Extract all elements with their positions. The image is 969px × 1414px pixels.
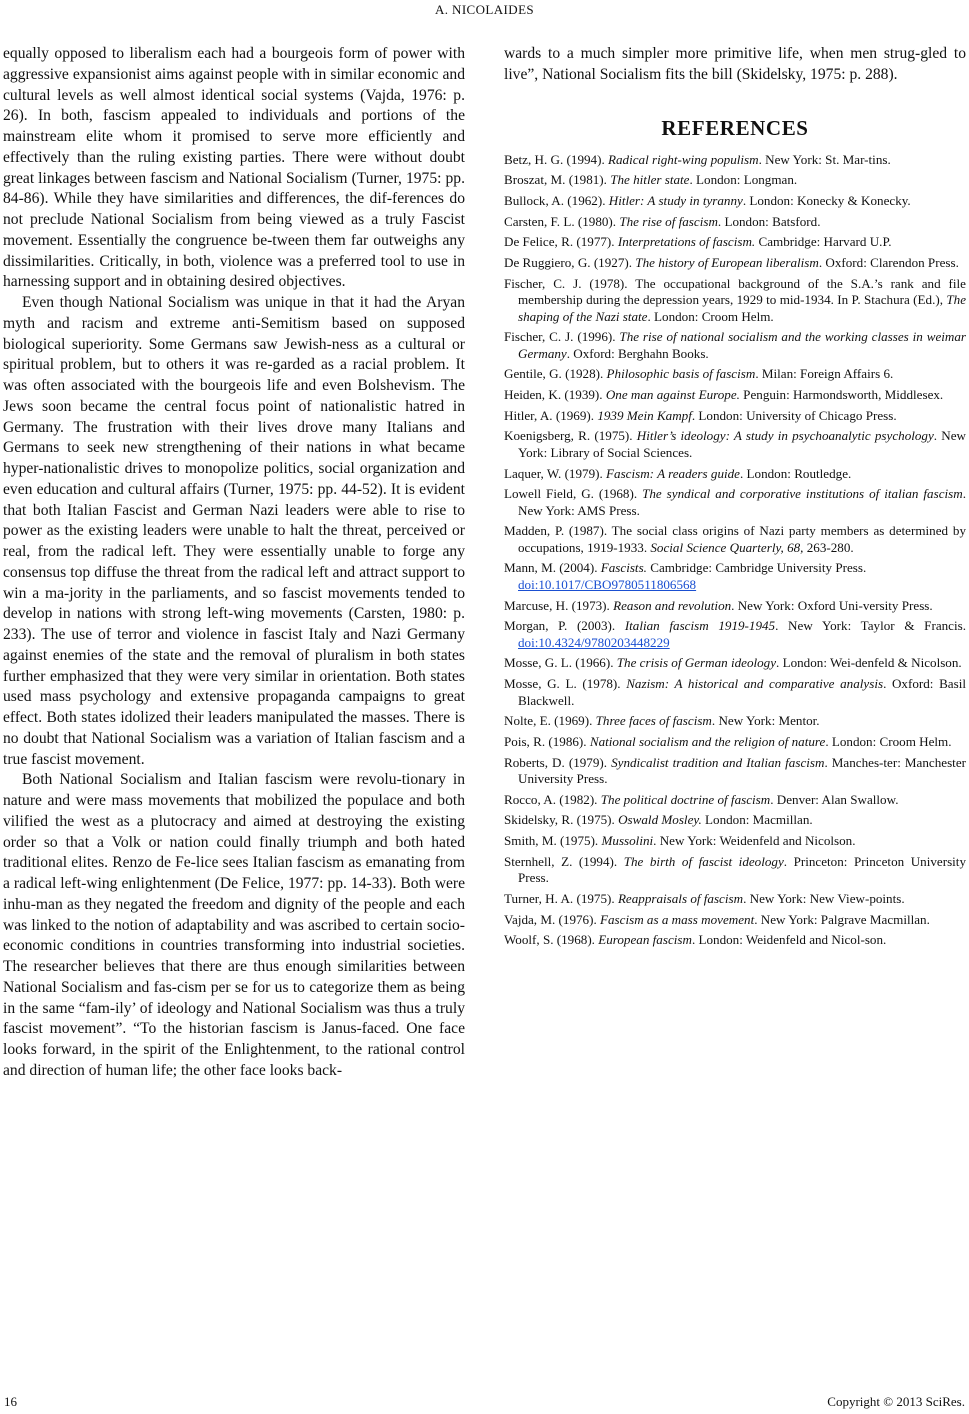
reference-item	[504, 755, 966, 788]
reference-title: Reappraisals of fascism	[617, 890, 744, 906]
reference-title: Italian fascism 1919-1945	[624, 618, 776, 634]
reference-publisher: . New York: Taylor & Francis.	[775, 618, 966, 634]
reference-item	[504, 387, 966, 403]
reference-publisher: . Milan: Foreign Affairs 6.	[755, 366, 894, 382]
reference-title: Philosophic basis of fascism	[606, 366, 756, 382]
reference-item	[504, 676, 966, 709]
reference-title: Three faces of fascism	[595, 713, 712, 729]
reference-authors-date: Sternhell, Z. (1994).	[504, 853, 624, 869]
reference-publisher: . New York: New View-points.	[743, 890, 905, 906]
reference-title: The shaping of the Nazi state	[518, 292, 966, 324]
reference-title: Social Science Quarterly, 68,	[650, 539, 804, 555]
reference-publisher: . Oxford: Clarendon Press.	[818, 255, 959, 271]
reference-title: Mussolini	[601, 833, 654, 849]
reference-title: Hitler: A study in tyranny	[608, 192, 743, 208]
reference-publisher: . London: Longman.	[689, 172, 798, 188]
reference-item	[504, 366, 966, 382]
reference-title: One man against Europe.	[605, 387, 740, 403]
reference-publisher: . London: Batsford.	[717, 213, 821, 229]
reference-authors-date: De Ruggiero, G. (1927).	[504, 255, 636, 271]
right-column	[504, 44, 966, 953]
reference-title: National socialism and the religion of nature	[589, 733, 826, 749]
reference-item	[504, 428, 966, 461]
reference-doi-link[interactable]: doi:10.1017/CBO9780511806568	[518, 576, 697, 592]
running-head: A. NICOLAIDES	[434, 2, 535, 17]
reference-item	[504, 172, 966, 188]
reference-publisher: . London: Croom Helm.	[647, 308, 774, 324]
reference-title: The crisis of German ideology	[616, 655, 777, 671]
reference-title: Radical right-wing populism	[608, 151, 759, 167]
reference-publisher: . London: Konecky & Konecky.	[742, 192, 911, 208]
reference-title: Syndicalist tradition and Italian fascism	[611, 754, 825, 770]
reference-item	[504, 329, 966, 362]
reference-authors-date: Heiden, K. (1939).	[504, 387, 606, 403]
reference-title: The history of European liberalism	[635, 255, 819, 271]
reference-title: European fascism	[598, 932, 692, 948]
reference-publisher: . London: Wei-denfeld & Nicolson.	[776, 655, 962, 671]
reference-item	[504, 713, 966, 729]
reference-publisher: Cambridge: Harvard U.P.	[755, 234, 892, 250]
reference-publisher: . London: University of Chicago Press.	[691, 407, 897, 423]
reference-title: 1939 Mein Kampf	[597, 407, 692, 423]
reference-authors-date: Bullock, A. (1962).	[504, 192, 609, 208]
reference-authors-date: Rocco, A. (1982).	[504, 791, 601, 807]
reference-item	[504, 812, 966, 828]
reference-publisher: . New York: Weidenfeld and Nicolson.	[653, 833, 856, 849]
reference-authors-date: Fischer, C. J. (1978). The occupational background of the S.A.’s rank and file membership during the depression years, 1929 to mid-1934. In P. Stachura (Ed.),	[504, 275, 966, 308]
reference-item	[504, 152, 966, 168]
reference-item	[504, 598, 966, 614]
left-column	[3, 44, 465, 1082]
body-paragraph: Both National Socialism and Italian fascism were revolu-tionary in nature and were mass movements that mobilized the populace and both vilified the west as a plutocracy and aimed at destroying the existing order so that a Volk or nation could finally triumph and both hated traditional elites. Renzo de Fe-lice sees Italian fascism as emanating from a radical left-wing enlightenment (De Felice, 1977: pp. 14-33). Both were inhu-man as they negated the freedom and dignity of the people and each was linked to the notion of adaptability and was ascribed to certain socio-economic conditions in countries transforming into industrial societies. The researcher believes that there are thus enough similarities between National Socialism and fas-cism per se for us to categorize them as being in the same “fam-ily’ of ideology and National Socialism was thus a truly fascist movement”. “To the historian fascism is Janus-faced. One face looks forward, in the spirit of the Enlightenment, to the rational control and direction of human life; the other face looks back-	[3, 771, 465, 1079]
reference-publisher: . Princeton: Princeton University Press.	[518, 853, 966, 886]
reference-publisher: . Denver: Alan Swallow.	[770, 791, 899, 807]
reference-item	[504, 234, 966, 250]
references-heading: REFERENCES	[661, 115, 809, 140]
reference-authors-date: Fischer, C. J. (1996).	[504, 329, 620, 345]
reference-item	[504, 255, 966, 271]
copyright-notice: Copyright © 2013 SciRes.	[827, 1394, 965, 1409]
reference-authors-date: Mosse, G. L. (1966).	[504, 655, 617, 671]
reference-item	[504, 891, 966, 907]
reference-authors-date: Pois, R. (1986).	[504, 733, 590, 749]
reference-publisher: . New York: Mentor.	[711, 713, 820, 729]
reference-item	[504, 276, 966, 325]
reference-title: The rise of fascism	[619, 213, 718, 229]
reference-authors-date: Gentile, G. (1928).	[504, 366, 607, 382]
reference-publisher: 263-280.	[803, 539, 854, 555]
reference-item	[504, 523, 966, 556]
reference-authors-date: Carsten, F. L. (1980).	[504, 213, 620, 229]
reference-authors-date: Skidelsky, R. (1975).	[504, 812, 619, 828]
reference-item	[504, 618, 966, 651]
reference-item	[504, 193, 966, 209]
reference-authors-date: Hitler, A. (1969).	[504, 407, 598, 423]
reference-title: Reason and revolution	[613, 597, 732, 613]
reference-item	[504, 560, 966, 593]
reference-title: Fascists.	[600, 560, 647, 576]
reference-authors-date: Smith, M. (1975).	[504, 833, 602, 849]
body-paragraph-continuation: wards to a much simpler more primitive life, when men strug-gled to live”, National Socialism fits the bill (Skidelsky, 1975: p. 288).	[504, 45, 966, 83]
reference-item	[504, 833, 966, 849]
reference-authors-date: Marcuse, H. (1973).	[504, 597, 614, 613]
reference-title: The rise of national socialism and the working classes in weimar Germany	[518, 329, 966, 361]
reference-publisher: . New York: Oxford Uni-versity Press.	[731, 597, 933, 613]
reference-title: Nazism: A historical and comparative analysis	[626, 676, 884, 692]
reference-title: The hitler state	[610, 172, 690, 188]
reference-publisher: . London: Weidenfeld and Nicol-son.	[691, 932, 887, 948]
reference-publisher: . London: Croom Helm.	[825, 733, 952, 749]
reference-authors-date: Laquer, W. (1979).	[504, 465, 607, 481]
reference-item	[504, 214, 966, 230]
reference-authors-date: Roberts, D. (1979).	[504, 754, 612, 770]
reference-publisher: . London: Routledge.	[740, 465, 852, 481]
references-list	[504, 152, 966, 949]
page-number: 16	[4, 1394, 17, 1409]
reference-publisher: Penguin: Harmondsworth, Middlesex.	[739, 387, 944, 403]
reference-item	[504, 655, 966, 671]
reference-authors-date: Madden, P. (1987). The social class origins of Nazi party members as determined by occupations, 1919-1933.	[504, 523, 966, 555]
reference-title: The syndical and corporative institutions of italian fascism	[642, 486, 963, 502]
reference-authors-date: Mosse, G. L. (1978).	[504, 676, 627, 692]
reference-authors-date: De Felice, R. (1977).	[504, 234, 618, 250]
reference-title: Oswald Mosley.	[618, 812, 702, 828]
reference-publisher: Cambridge: Cambridge University Press.	[646, 560, 867, 576]
reference-title: Interpretations of fascism.	[617, 234, 756, 250]
reference-item	[504, 792, 966, 808]
reference-publisher: . Oxford: Berghahn Books.	[566, 345, 709, 361]
reference-authors-date: Betz, H. G. (1994).	[504, 151, 609, 167]
reference-publisher: London: Macmillan.	[701, 812, 813, 828]
reference-title: Fascism as a mass movement	[600, 911, 755, 927]
reference-title: The birth of fascist ideology	[623, 853, 784, 869]
reference-item	[504, 912, 966, 928]
reference-item	[504, 466, 966, 482]
reference-item	[504, 854, 966, 887]
reference-authors-date: Turner, H. A. (1975).	[504, 890, 618, 906]
reference-publisher: . Oxford: Basil Blackwell.	[518, 676, 966, 708]
reference-authors-date: Vajda, M. (1976).	[504, 911, 601, 927]
reference-publisher: . New York: AMS Press.	[518, 486, 966, 518]
reference-title: Hitler’s ideology: A study in psychoanalytic psychology	[636, 428, 934, 444]
reference-item	[504, 932, 966, 948]
reference-publisher: . Manches-ter: Manchester University Press.	[518, 754, 966, 787]
reference-publisher: . New York: Library of Social Sciences.	[518, 428, 967, 460]
reference-title: The political doctrine of fascism	[600, 791, 771, 807]
reference-title: Fascism: A readers guide	[606, 465, 740, 481]
reference-authors-date: Koenigsberg, R. (1975).	[504, 428, 637, 444]
reference-authors-date: Nolte, E. (1969).	[504, 713, 596, 729]
reference-doi-link[interactable]: doi:10.4324/9780203448229	[518, 634, 670, 650]
reference-publisher: . New York: St. Mar-tins.	[758, 151, 891, 167]
reference-item	[504, 486, 966, 519]
reference-item	[504, 734, 966, 750]
body-paragraph: Even though National Socialism was unique in that it had the Aryan myth and racism and extreme anti-Semitism based on supposed biological superiority. Some Germans saw Jewish-ness as a cultural or spiritual problem, but to others it was re-garded as a racial problem. It was often associated with the bourgeois life and even Bolshevism. The Jews soon became the central focus point of nationalistic hatred in Germany. The frustration with their lives drove many Italians and Germans to seek new strengthening of their nations in what became hyper-nationalistic drives to monopolize politics, social organization and even education and cultural affairs (Turner, 1975: pp. 44-52). It is evident that both Italian Fascist and German Nazi leaders were able to rise to power as the existing leaders were unable to halt the threat, perceived or real, from the radical left. They were essentially unable to forge any consensus top diffuse the threat from the radical left and attract support to win a ma-jority in the parliaments, and so fascist movements tended to develop in nations with strong left-wing movements (Carsten, 1980: p. 233). The use of terror and violence in fascist Italy and Nazi Germany against enemies of the state and the removal of pluralism in both states further emphasized that they were very similar in orientation. Both states used mass psychology and extensive propaganda campaigns to great effect. Both states idolized their leaders manipulated the masses. There is no doubt that National Socialism was a variation of Italian fascism and a true fascist movement.	[3, 294, 465, 768]
body-paragraph: equally opposed to liberalism each had a bourgeois form of power with aggressive expansionist aims against people with in similar economic and cultural levels as well almost identical social systems (Vajda, 1976: p. 26). In both, fascism appealed to individuals and portions of the mainstream elite whom it promised to serve more efficiently and effectively than the ruling existing parties. There were without doubt great linkages between fascism and National Socialism (Turner, 1975: pp. 84-86). While they have similarities and differences, the dif-ferences do not preclude National Socialism from being viewed as a truly Fascist movement. Essentially the congruence be-tween them far outweighs any dissimilarities. Critically, in both, violence was a preferred tool to use in harnessing support and in obtaining desired objectives.	[3, 45, 465, 291]
reference-authors-date: Morgan, P. (2003).	[504, 618, 625, 634]
reference-authors-date: Mann, M. (2004).	[504, 560, 601, 576]
reference-authors-date: Broszat, M. (1981).	[504, 172, 611, 188]
reference-item	[504, 408, 966, 424]
reference-authors-date: Lowell Field, G. (1968).	[504, 486, 643, 502]
reference-publisher: . New York: Palgrave Macmillan.	[754, 911, 930, 927]
reference-authors-date: Woolf, S. (1968).	[504, 932, 599, 948]
